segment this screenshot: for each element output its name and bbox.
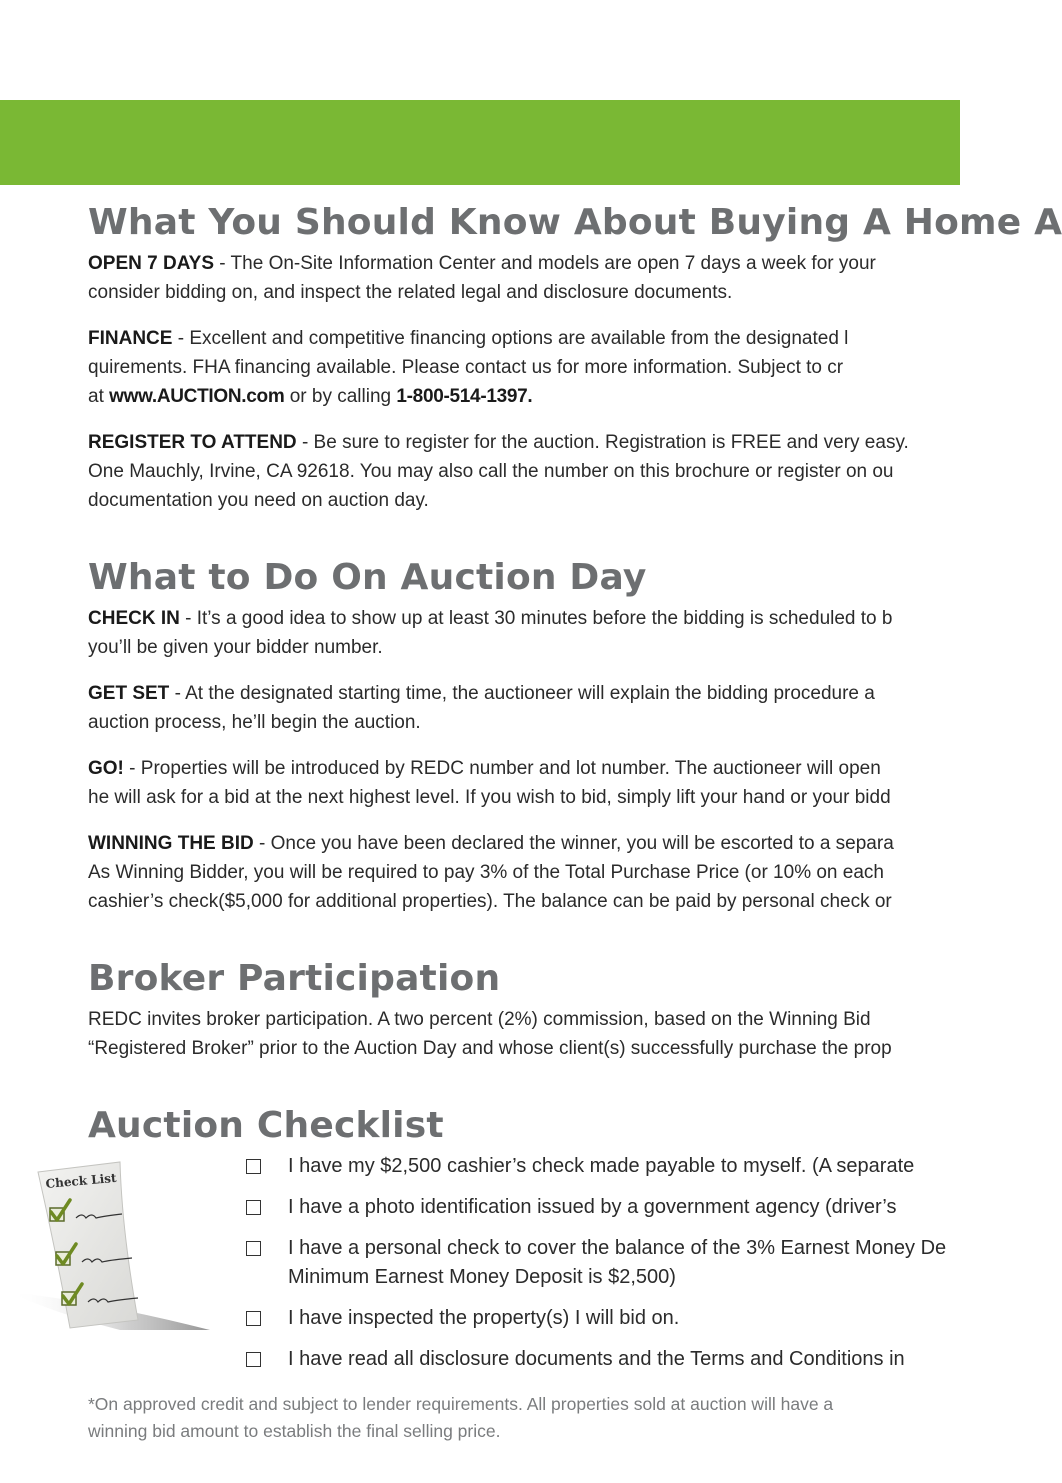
website-link[interactable]: www.AUCTION.com [109,386,285,407]
checklist-card-label: Check List [45,1170,118,1191]
auction-checklist [45,1152,960,1370]
paragraph-winning-bid: WINNING THE BID - Once you have been declared the winner, you will be escorted to a separa As Winning Bidder, you will be required to pay 3% of the Total Purchase Price (or 10% on each cashier’s check($5,000 for additional properties). The balance can be paid by personal check or [88,833,894,912]
section-title-auction-day: What to Do On Auction Day [88,557,647,598]
term-get-set: GET SET [88,683,170,704]
checklist-item[interactable]: I have inspected the property(s) I will bid on. [244,1304,960,1333]
phone-number: 1-800-514-1397. [396,386,533,407]
term-register: REGISTER TO ATTEND [88,432,297,453]
main-content [45,197,1062,1370]
paragraph-broker: REDC invites broker participation. A two percent (2%) commission, based on the Winning Bid “Registered Broker” prior to the Auction Day and whose client(s) successfully purchase the prop [88,1009,892,1059]
section-title-know: What You Should Know About Buying A Home A [88,202,1062,243]
footnote: *On approved credit and subject to lender requirements. All properties sold at auction will have a winning bid amount to establish the final selling price. [88,1394,834,1441]
term-winning-bid: WINNING THE BID [88,833,254,854]
checkbox-icon[interactable] [246,1241,261,1256]
checkbox-icon[interactable] [246,1159,261,1174]
term-go: GO! [88,758,124,779]
checklist-item[interactable]: I have a personal check to cover the balance of the 3% Earnest Money De Minimum Earnest Money Deposit is $2,500) [244,1234,960,1292]
section-title-broker: Broker Participation [88,958,501,999]
paragraph-open-7-days: OPEN 7 DAYS - The On-Site Information Center and models are open 7 days a week for your consider bidding on, and inspect the related legal and disclosure documents. [88,253,876,303]
paragraph-finance: FINANCE - Excellent and competitive financing options are available from the designated l quirements. FHA financing available. Please contact us for more information. Subject to cr at www.AUCTION.com or by calling 1-800-514-1397. [88,328,849,407]
checklist-item[interactable]: I have my $2,500 cashier’s check made payable to myself. (A separate [244,1152,960,1181]
checklist-card-icon [10,1152,220,1332]
section-title-checklist: Auction Checklist [88,1105,444,1146]
paragraph-check-in: CHECK IN - It’s a good idea to show up at least 30 minutes before the bidding is scheduled to b you’ll be given your bidder number. [88,608,893,658]
checkbox-icon[interactable] [246,1352,261,1367]
checkbox-icon[interactable] [246,1200,261,1215]
paragraph-register: REGISTER TO ATTEND - Be sure to register for the auction. Registration is FREE and very easy. One Mauchly, Irvine, CA 92618. You may also call the number on this brochure or register on ou documentation you need on auction day. [88,432,909,511]
checklist-item[interactable]: I have a photo identification issued by a government agency (driver’s [244,1193,960,1222]
term-check-in: CHECK IN [88,608,180,629]
checklist-item[interactable]: I have read all disclosure documents and the Terms and Conditions in [244,1345,960,1374]
paragraph-get-set: GET SET - At the designated starting time, the auctioneer will explain the bidding procedure a auction process, he’ll begin the auction. [88,683,875,733]
paragraph-go: GO! - Properties will be introduced by REDC number and lot number. The auctioneer will open he will ask for a bid at the next highest level. If you wish to bid, simply lift your hand or your bidd [88,758,891,808]
term-open-7-days: OPEN 7 DAYS [88,253,215,274]
term-finance: FINANCE [88,328,173,349]
checklist-items [244,1152,960,1386]
checkbox-icon[interactable] [246,1311,261,1326]
header-green-band [0,100,960,185]
